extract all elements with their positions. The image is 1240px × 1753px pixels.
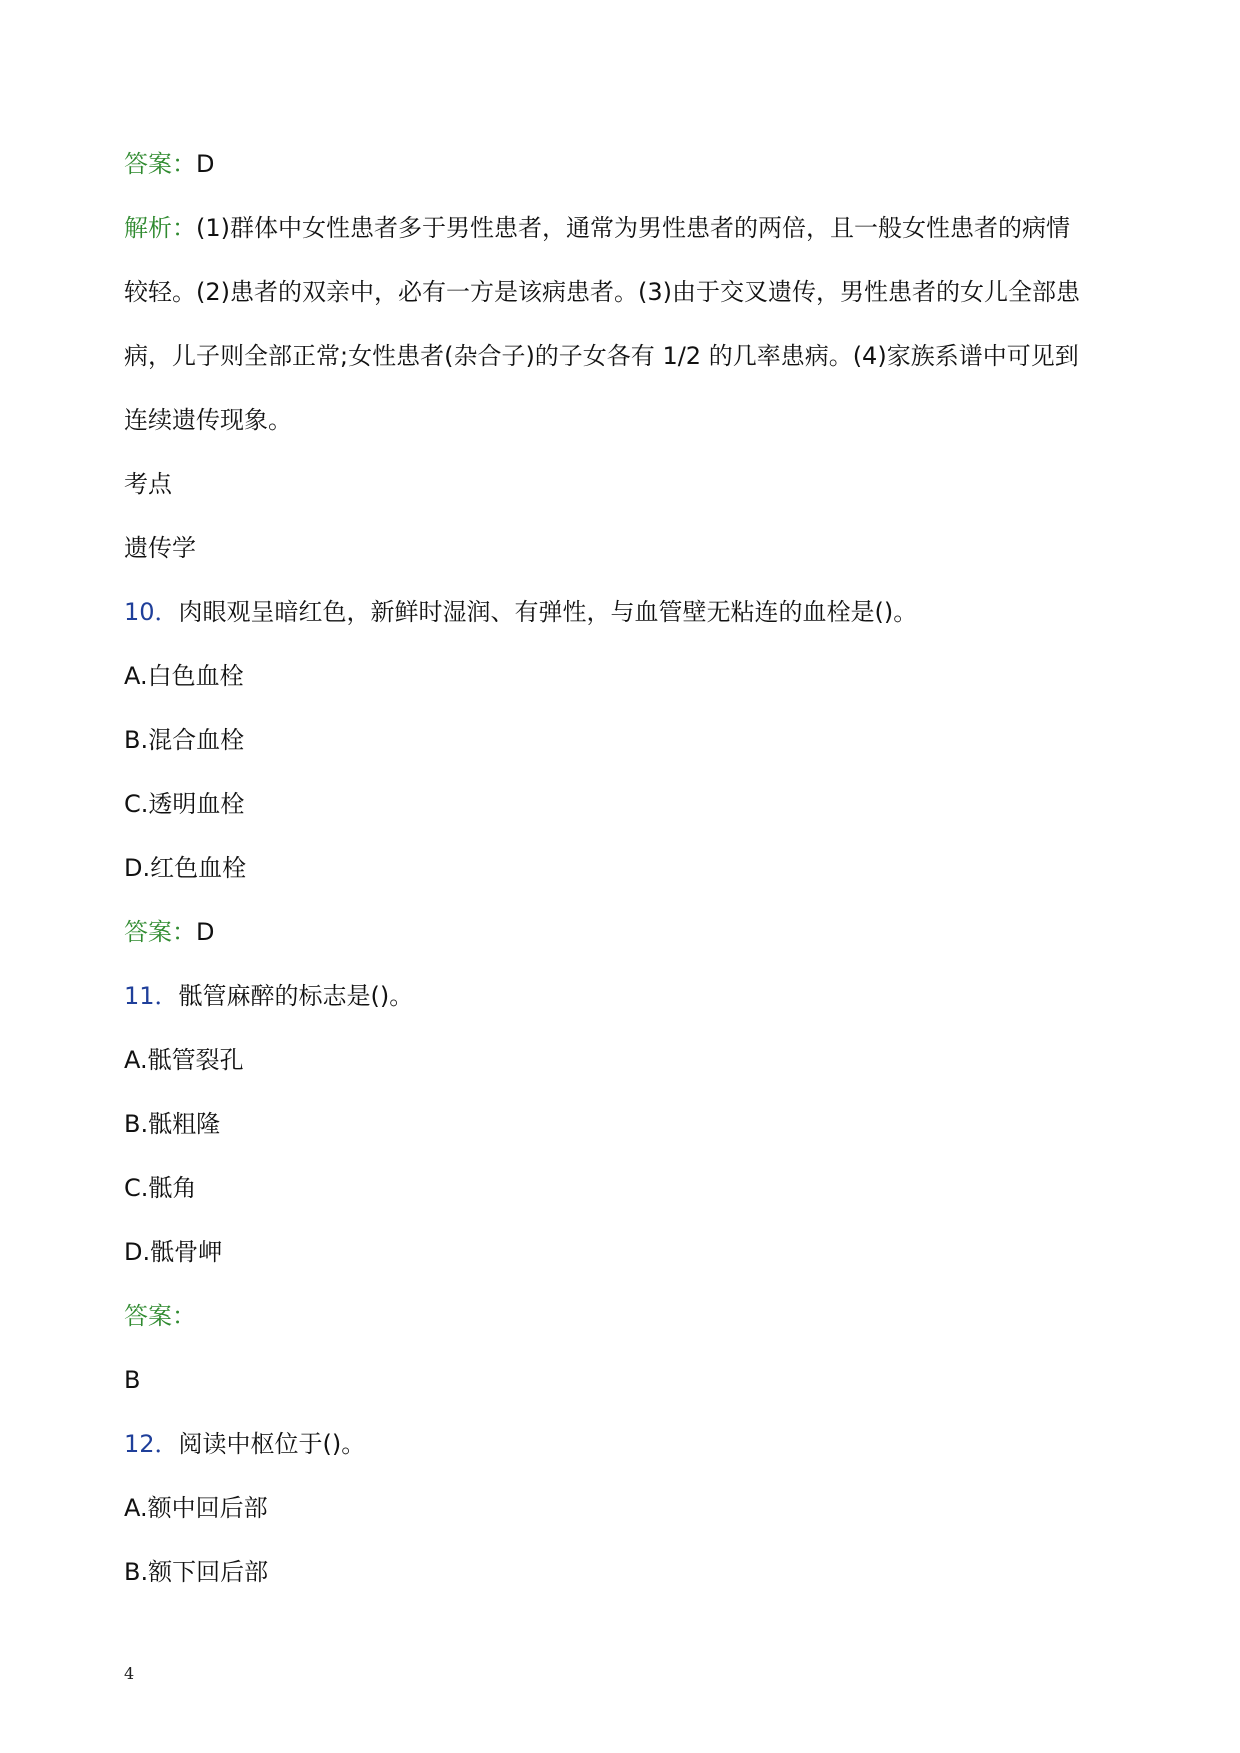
analysis-text: (1)群体中女性患者多于男性患者，通常为男性患者的两倍，且一般女性患者的病情 — [196, 214, 1070, 242]
q9-analysis-line-3: 病，儿子则全部正常;女性患者(杂合子)的子女各有 1/2 的几率患病。(4)家族系谱中可见到 — [124, 342, 1079, 370]
q10-option-c: C.透明血栓 — [124, 790, 245, 818]
q10-answer — [124, 916, 214, 948]
page-number: 4 — [124, 1664, 135, 1683]
kaodian-label: 考点 — [124, 470, 172, 498]
q12-option-a: A.额中回后部 — [124, 1494, 268, 1522]
analysis-label: 解析： — [124, 214, 196, 242]
answer-label: 答案： — [124, 918, 196, 946]
q11-stem — [124, 980, 413, 1012]
q11-answer-value: B — [124, 1366, 141, 1394]
q11-answer-label: 答案： — [124, 1302, 196, 1330]
q10-option-a: A.白色血栓 — [124, 662, 244, 690]
question-number: 11． — [124, 982, 179, 1010]
q9-analysis-line-2: 较轻。(2)患者的双亲中，必有一方是该病患者。(3)由于交叉遗传，男性患者的女儿全部患 — [124, 278, 1080, 306]
q12-stem — [124, 1428, 365, 1460]
answer-value: D — [196, 918, 215, 946]
q10-option-b: B.混合血栓 — [124, 726, 245, 754]
question-number: 10． — [124, 598, 179, 626]
q12-option-b: B.额下回后部 — [124, 1558, 269, 1586]
q11-option-c: C.骶角 — [124, 1174, 197, 1202]
question-text: 肉眼观呈暗红色，新鲜时湿润、有弹性，与血管壁无粘连的血栓是()。 — [178, 598, 918, 626]
question-text: 骶管麻醉的标志是()。 — [178, 982, 414, 1010]
kaodian-value: 遗传学 — [124, 534, 196, 562]
q10-option-d: D.红色血栓 — [124, 854, 247, 882]
question-number: 12． — [124, 1430, 179, 1458]
q11-option-d: D.骶骨岬 — [124, 1238, 223, 1266]
answer-value: D — [196, 150, 215, 178]
q9-answer — [124, 148, 214, 180]
q11-option-b: B.骶粗隆 — [124, 1110, 221, 1138]
answer-label: 答案： — [124, 150, 196, 178]
q9-analysis-line-4: 连续遗传现象。 — [124, 406, 292, 434]
q10-stem — [124, 596, 917, 628]
q9-analysis-line-1 — [124, 212, 1070, 244]
q11-option-a: A.骶管裂孔 — [124, 1046, 244, 1074]
question-text: 阅读中枢位于()。 — [178, 1430, 366, 1458]
